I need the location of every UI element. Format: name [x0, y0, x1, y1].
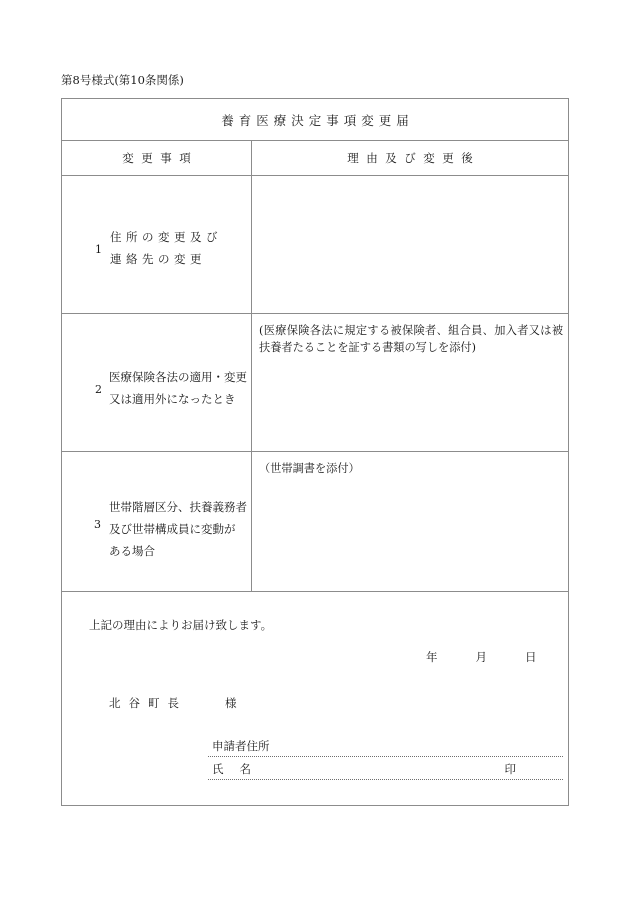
item-number-1: 1 — [95, 243, 102, 256]
table-row — [62, 452, 569, 592]
addressee-line — [109, 695, 237, 711]
reason-note-2: (医療保険各法に規定する被保険者、組合員、加入者又は被扶養者たることを証する書類の写しを添付) — [259, 324, 564, 354]
item-cell-2 — [62, 314, 252, 452]
item-text-3-line2: 及び世帯構成員に変動が — [109, 522, 236, 536]
table-row — [62, 314, 569, 452]
footer-cell — [62, 592, 569, 806]
header-label-change-item: 変更事項 — [122, 151, 199, 165]
reason-cell-1[interactable] — [252, 176, 569, 314]
item-number-2: 2 — [95, 383, 102, 396]
signature-block — [208, 734, 563, 780]
reason-note-3: （世帯調書を添付） — [259, 462, 360, 475]
submission-statement: 上記の理由によりお届け致します。 — [89, 618, 273, 632]
document-title: 養育医療決定事項変更届 — [221, 112, 414, 128]
header-cell-change-item — [62, 141, 252, 176]
item-number-3: 3 — [94, 518, 101, 531]
header-cell-reason — [252, 141, 569, 176]
date-month-label: 月 — [475, 650, 487, 664]
reason-cell-2[interactable] — [252, 314, 569, 452]
footer-row — [62, 592, 569, 806]
applicant-address-field[interactable] — [208, 734, 563, 757]
item-cell-3 — [62, 452, 252, 592]
applicant-address-label: 申請者住所 — [212, 739, 270, 753]
seal-label: 印 — [504, 762, 516, 776]
addressee-honorific: 様 — [225, 696, 237, 710]
item-cell-1 — [62, 176, 252, 314]
table-row — [62, 176, 569, 314]
applicant-name-field[interactable] — [208, 757, 563, 780]
header-label-reason: 理由及び変更後 — [347, 151, 481, 165]
item-text-3-line3: ある場合 — [109, 544, 155, 558]
date-line — [426, 649, 537, 665]
reason-cell-3[interactable] — [252, 452, 569, 592]
form-number: 第8号様式(第10条関係) — [61, 73, 184, 87]
date-day-label: 日 — [525, 650, 537, 664]
column-header-row — [62, 141, 569, 176]
title-cell — [62, 99, 569, 141]
item-text-1-line2: 連絡先の変更 — [110, 252, 206, 266]
item-text-2-line1: 医療保険各法の適用・変更 — [109, 370, 247, 384]
item-text-2-line2: 又は適用外になったとき — [109, 392, 236, 406]
item-text-1-line1: 住所の変更及び — [110, 230, 222, 244]
change-notification-table — [61, 98, 569, 806]
date-year-label: 年 — [426, 650, 438, 664]
addressee-name: 北谷町長 — [109, 696, 187, 710]
item-text-3-line1: 世帯階層区分、扶養義務者 — [109, 500, 247, 514]
applicant-name-label: 氏名 — [212, 762, 267, 776]
title-row — [62, 99, 569, 141]
